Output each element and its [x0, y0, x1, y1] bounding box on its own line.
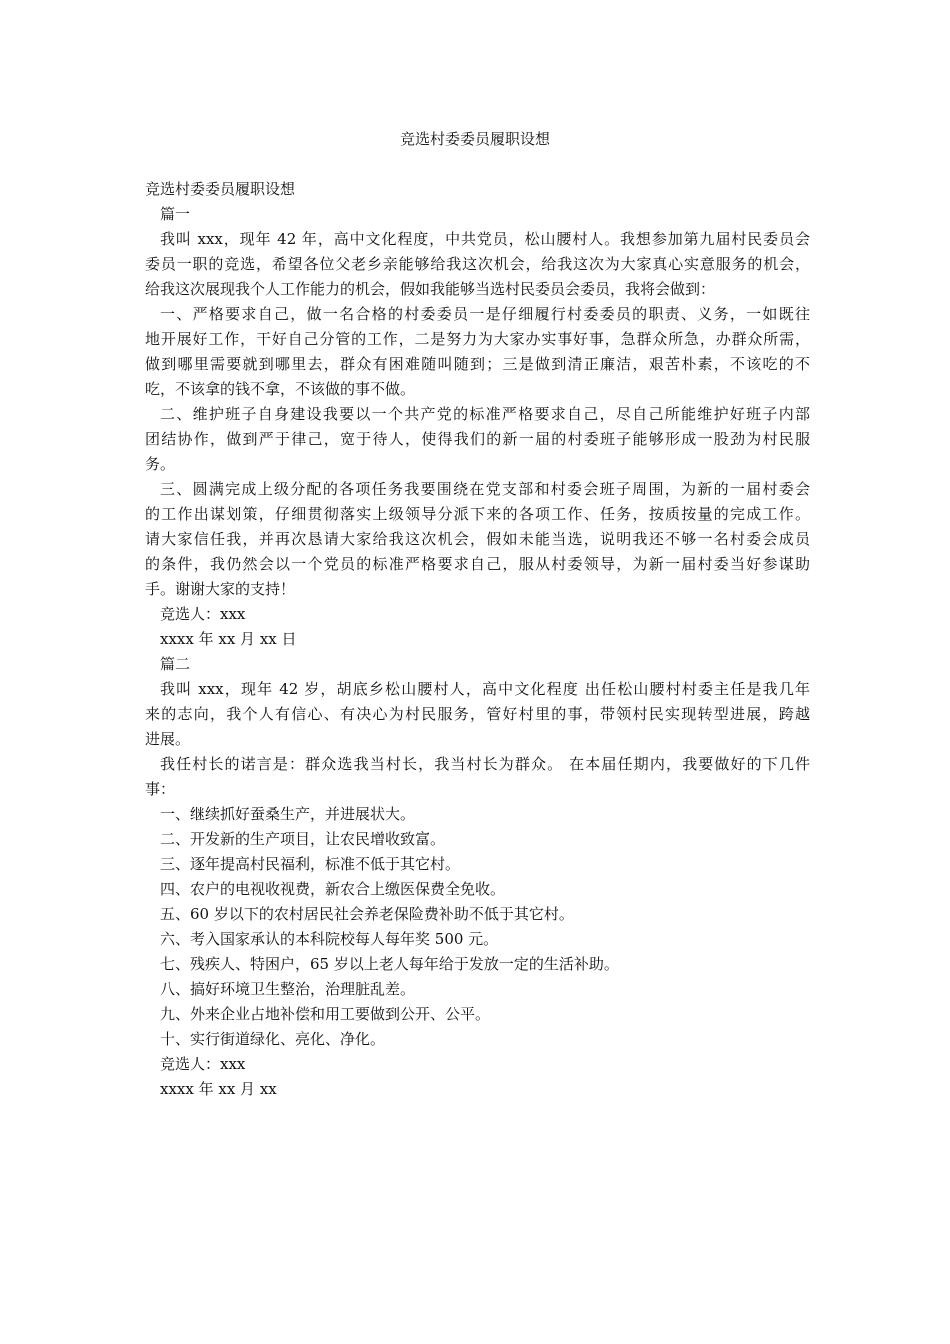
- text-line: 九、外来企业占地补偿和用工要做到公开、公平。: [160, 1005, 491, 1023]
- text-line: 吃，不该拿的钱不拿，不该做的事不做。: [145, 380, 416, 398]
- document-body: [145, 177, 810, 1102]
- text-line: 篇二: [160, 655, 191, 673]
- text-line: 的工作出谋划策，仔细贯彻落实上级领导分派下来的各项工作、任务，按质按量的完成工作。: [145, 505, 810, 523]
- text-line: 手。谢谢大家的支持！: [145, 580, 296, 598]
- text-line: 三、圆满完成上级分配的各项任务我要围绕在党支部和村委会班子周围，为新的一届村委会: [160, 480, 810, 498]
- text-line: 团结协作，做到严于律己，宽于待人，使得我们的新一届的村委班子能够形成一股劲为村民服: [145, 430, 810, 448]
- text-line: 务。: [145, 455, 176, 473]
- text-line: 四、农户的电视收视费，新农合上缴医保费全免收。: [160, 880, 506, 898]
- text-line: xxxx 年 xx 月 xx 日: [160, 630, 297, 648]
- text-line: 的条件，我仍然会以一个党员的标准严格要求自己，服从村委领导，为新一届村委当好参谋助: [145, 555, 810, 573]
- text-line: xxxx 年 xx 月 xx: [160, 1080, 277, 1098]
- text-line: 竞选人：xxx: [160, 605, 246, 623]
- text-line: 请大家信任我，并再次恳请大家给我这次机会，假如未能当选，说明我还不够一名村委会成员: [145, 530, 810, 548]
- text-line: 进展。: [145, 730, 191, 748]
- text-line: 五、60 岁以下的农村居民社会养老保险费补助不低于其它村。: [160, 905, 574, 923]
- text-line: 一、严格要求自己，做一名合格的村委委员一是仔细履行村委委员的职责、义务，一如既往: [160, 305, 810, 323]
- text-line: 篇一: [160, 205, 191, 223]
- text-line: 一、继续抓好蚕桑生产，并进展状大。: [160, 805, 416, 823]
- text-line: 二、维护班子自身建设我要以一个共产党的标准严格要求自己，尽自己所能维护好班子内部: [160, 405, 810, 423]
- text-line: 八、搞好环境卫生整治，治理脏乱差。: [160, 980, 416, 998]
- text-line: 事：: [145, 780, 176, 798]
- text-line: 给我这次展现我个人工作能力的机会，假如我能够当选村民委员会委员，我将会做到：: [145, 280, 716, 298]
- text-line: 做到哪里需要就到哪里去，群众有困难随叫随到；三是做到清正廉洁，艰苦朴素，不该吃的不: [145, 355, 810, 373]
- text-line: 十、实行街道绿化、亮化、净化。: [160, 1030, 386, 1048]
- text-line: 竞选人：xxx: [160, 1055, 246, 1073]
- text-line: 我叫 xxx，现年 42 年，高中文化程度，中共党员，松山腰村人。我想参加第九届村民委员会: [160, 230, 810, 248]
- document-title: 竞选村委委员履职设想: [399, 130, 550, 148]
- text-line: 我任村长的诺言是：群众选我当村长，我当村长为群众。 在本届任期内，我要做好的下几件: [160, 755, 810, 773]
- text-line: 我叫 xxx，现年 42 岁，胡底乡松山腰村人，高中文化程度 出任松山腰村村委主任是我几年: [160, 680, 810, 698]
- text-line: 三、逐年提高村民福利，标准不低于其它村。: [160, 855, 461, 873]
- text-line: 地开展好工作，干好自己分管的工作，二是努力为大家办实事好事，急群众所急，办群众所需，: [145, 330, 810, 348]
- text-line: 七、残疾人、特困户，65 岁以上老人每年给于发放一定的生活补助。: [160, 955, 619, 973]
- text-line: 二、开发新的生产项目，让农民增收致富。: [160, 830, 446, 848]
- text-line: 来的志向，我个人有信心、有决心为村民服务，管好村里的事，带领村民实现转型进展，跨越: [145, 705, 810, 723]
- document-subtitle: 竞选村委委员履职设想: [145, 180, 296, 198]
- text-line: 六、考入国家承认的本科院校每人每年奖 500 元。: [160, 930, 499, 948]
- text-line: 委员一职的竞选，希望各位父老乡亲能够给我这次机会，给我这次为大家真心实意服务的机会，: [145, 255, 810, 273]
- paragraph-lines: [145, 202, 810, 1102]
